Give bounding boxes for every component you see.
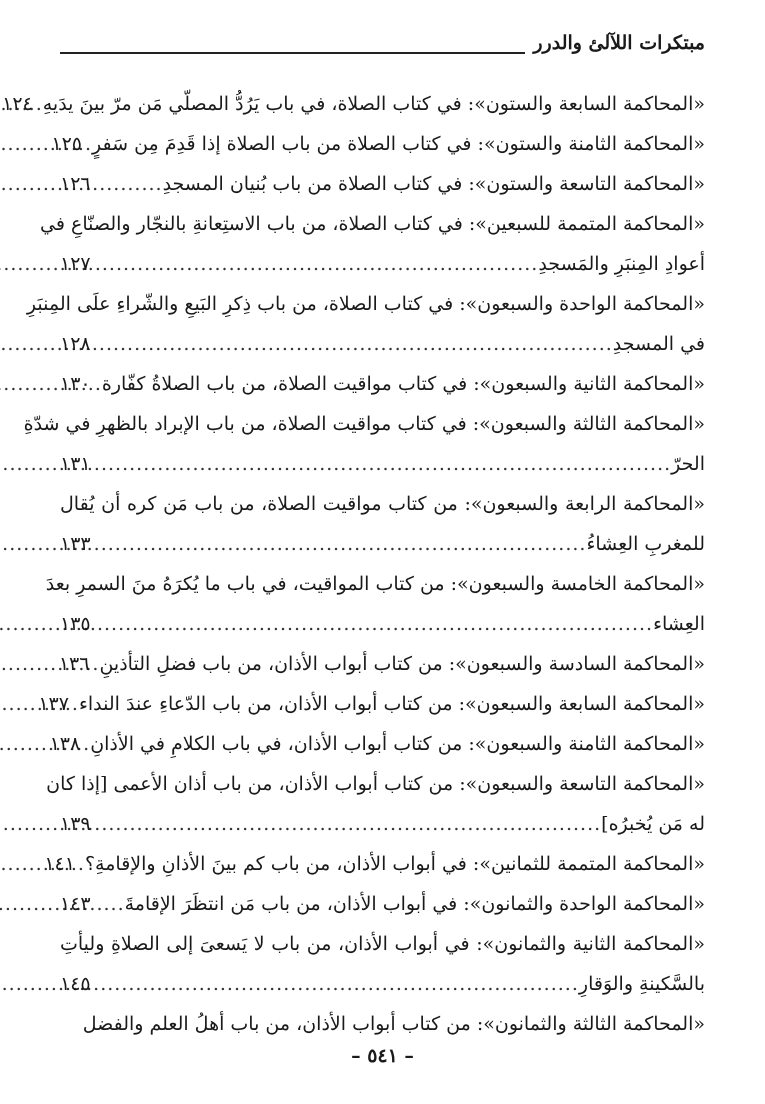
toc-entry bbox=[60, 644, 705, 684]
toc-entry-text: «المحاكمة السابعة والستون»: في كتاب الصلاة، في باب يَرُدُّ المصلّي مَن مرّ بينَ يدَيهِ bbox=[42, 93, 705, 115]
toc-entry-line bbox=[40, 204, 705, 244]
toc-entry bbox=[60, 884, 705, 924]
toc-entry-text: «المحاكمة الثانية والسبعون»: في كتاب مواقيت الصلاة، من باب الصلاةُ كفّارة bbox=[101, 373, 705, 395]
dot-leader bbox=[91, 244, 539, 284]
toc-page-number: ١٣٩ bbox=[60, 813, 91, 835]
toc-page-number: ١٢٥ bbox=[51, 133, 83, 155]
dot-leader bbox=[89, 644, 99, 684]
toc-entry bbox=[51, 124, 705, 164]
toc-page-number: ١٢٧ bbox=[60, 253, 91, 275]
toc-page-number: ١٣٦ bbox=[58, 653, 90, 675]
toc-page-number: ١٤٣ bbox=[60, 893, 91, 915]
toc-page-number: ١٣٨ bbox=[49, 733, 81, 755]
toc-entry-text: الحرّ bbox=[671, 453, 705, 475]
toc-entry-line bbox=[60, 244, 705, 284]
toc-entry-text: «المحاكمة السادسة والسبعون»: من كتاب أبواب الأذان، من باب فضلِ التأذينِ bbox=[99, 653, 705, 675]
toc-entry-line bbox=[49, 724, 705, 764]
toc-entry-line bbox=[60, 604, 705, 644]
dot-leader bbox=[91, 524, 587, 564]
toc-entry-line bbox=[60, 524, 705, 564]
toc-entry-line bbox=[60, 644, 705, 684]
dot-leader bbox=[33, 84, 43, 124]
toc-entry-line bbox=[60, 324, 705, 364]
toc-page-number: ١٢٦ bbox=[60, 173, 91, 195]
toc-entry-text: «المحاكمة التاسعة والسبعون»: من كتاب أبواب الأذان، من باب أذان الأعمى [إذا كان bbox=[46, 773, 705, 795]
toc-entry bbox=[49, 724, 705, 764]
toc-entry-line bbox=[60, 364, 705, 404]
toc-page-number: ١٣٧ bbox=[38, 693, 69, 715]
dot-leader bbox=[91, 324, 613, 364]
toc-entry-line bbox=[60, 1004, 705, 1044]
toc-entry bbox=[46, 764, 705, 844]
toc-entry bbox=[44, 844, 705, 884]
toc-entry-text: «المحاكمة الرابعة والسبعون»: من كتاب مواقيت الصلاة، من باب مَن كره أن يُقال bbox=[60, 493, 705, 515]
toc-entry bbox=[60, 484, 705, 564]
toc-page-number: ١٣٠ bbox=[60, 373, 91, 395]
toc-entry bbox=[23, 404, 705, 484]
toc-entry-line bbox=[60, 924, 705, 964]
toc-page-number: ١٤٥ bbox=[60, 973, 91, 995]
toc-entry bbox=[60, 1004, 705, 1044]
toc-entry bbox=[60, 924, 705, 1004]
toc-entry bbox=[40, 204, 705, 284]
toc-page-number: ١٤١ bbox=[44, 853, 75, 875]
dot-leader bbox=[75, 844, 85, 884]
toc-entry-line bbox=[60, 164, 705, 204]
toc-entry-line bbox=[23, 404, 705, 444]
running-header bbox=[60, 28, 705, 60]
table-of-contents bbox=[2, 84, 705, 1044]
toc-entry-text: «المحاكمة الثامنة والستون»: في كتاب الصلاة من باب الصلاة إذا قَدِمَ مِن سَفرٍ bbox=[92, 133, 705, 155]
toc-page-number: ١٣٣ bbox=[60, 533, 91, 555]
toc-entry-line bbox=[26, 284, 705, 324]
toc-entry bbox=[60, 364, 705, 404]
toc-page-number: ١٢٤ bbox=[2, 93, 33, 115]
toc-page-number: ١٣١ bbox=[60, 453, 91, 475]
toc-entry bbox=[38, 684, 705, 724]
toc-entry-text: في المسجدِ bbox=[612, 333, 705, 355]
toc-entry bbox=[45, 564, 705, 644]
toc-entry-line bbox=[44, 844, 705, 884]
toc-entry-text: العِشاء bbox=[653, 613, 705, 635]
dot-leader bbox=[91, 444, 672, 484]
dot-leader bbox=[91, 164, 163, 204]
toc-entry-text: «المحاكمة المتممة للسبعين»: في كتاب الصلاة، من باب الاستِعانةِ بالنجّار والصنّاعِ في bbox=[40, 213, 705, 235]
toc-entry-text: «المحاكمة الخامسة والسبعون»: من كتاب المواقيت، في باب ما يُكرَهُ منَ السمرِ بعدَ bbox=[45, 573, 705, 595]
dot-leader bbox=[91, 884, 125, 924]
dot-leader bbox=[80, 724, 90, 764]
toc-page-number: ١٢٨ bbox=[60, 333, 91, 355]
toc-page-number: ١٣٥ bbox=[60, 613, 91, 635]
toc-entry-line bbox=[60, 444, 705, 484]
toc-entry-text: «المحاكمة السابعة والسبعون»: من كتاب أبواب الأذان، من باب الدّعاءِ عندَ النداء bbox=[78, 693, 705, 715]
toc-entry-text: «المحاكمة المتممة للثمانين»: في أبواب الأذان، من باب كم بينَ الأذانِ والإقامةِ؟ bbox=[84, 853, 705, 875]
page-number: – ٥٤١ – bbox=[351, 1045, 414, 1067]
toc-entry bbox=[60, 164, 705, 204]
dot-leader bbox=[91, 964, 579, 1004]
toc-entry-text: «المحاكمة التاسعة والستون»: في كتاب الصلاة من باب بُنيان المسجدِ bbox=[162, 173, 705, 195]
toc-entry-text: «المحاكمة الثامنة والسبعون»: من كتاب أبواب الأذان، في باب الكلامِ في الأذانِ bbox=[90, 733, 705, 755]
toc-entry-line bbox=[2, 84, 705, 124]
dot-leader bbox=[82, 124, 92, 164]
dot-leader bbox=[69, 684, 79, 724]
dot-leader bbox=[91, 804, 602, 844]
toc-entry-line bbox=[60, 484, 705, 524]
toc-entry-line bbox=[46, 764, 705, 804]
toc-entry-text: أعوادِ المِنبَرِ والمَسجدِ bbox=[538, 253, 705, 275]
toc-entry-text: «المحاكمة الثالثة والسبعون»: في كتاب مواقيت الصلاة، من باب الإبراد بالظهرِ في شدّةِ bbox=[23, 413, 705, 435]
dot-leader bbox=[91, 364, 102, 404]
dot-leader bbox=[91, 604, 653, 644]
toc-entry-text: «المحاكمة الواحدة والثمانون»: في أبواب الأذان، من باب مَن انتظَرَ الإقامةَ bbox=[124, 893, 705, 915]
toc-entry bbox=[2, 84, 705, 124]
running-title: مبتكرات اللآلئ والدرر bbox=[525, 32, 705, 54]
toc-entry-line bbox=[38, 684, 705, 724]
toc-entry bbox=[26, 284, 705, 364]
toc-entry-text: «المحاكمة الواحدة والسبعون»: في كتاب الصلاة، من باب ذِكرِ البَيعِ والشّراءِ علَى المِنبَرِ bbox=[26, 293, 705, 315]
toc-entry-line bbox=[60, 964, 705, 1004]
toc-entry-line bbox=[45, 564, 705, 604]
toc-entry-text: «المحاكمة الثالثة والثمانون»: من كتاب أبواب الأذان، من باب أهلُ العلم والفضل bbox=[82, 1013, 705, 1035]
toc-entry-text: «المحاكمة الثانية والثمانون»: في أبواب الأذان، من باب لا يَسعىَ إلى الصلاةِ وليأتِ bbox=[60, 933, 705, 955]
toc-entry-text: للمغربِ العِشاءُ bbox=[586, 533, 705, 555]
toc-entry-line bbox=[60, 804, 705, 844]
toc-entry-text: بالسَّكينةِ والوَقارِ bbox=[578, 973, 705, 995]
toc-entry-text: له مَن يُخبرُه] bbox=[601, 813, 705, 835]
toc-entry-line bbox=[51, 124, 705, 164]
toc-entry-line bbox=[60, 884, 705, 924]
